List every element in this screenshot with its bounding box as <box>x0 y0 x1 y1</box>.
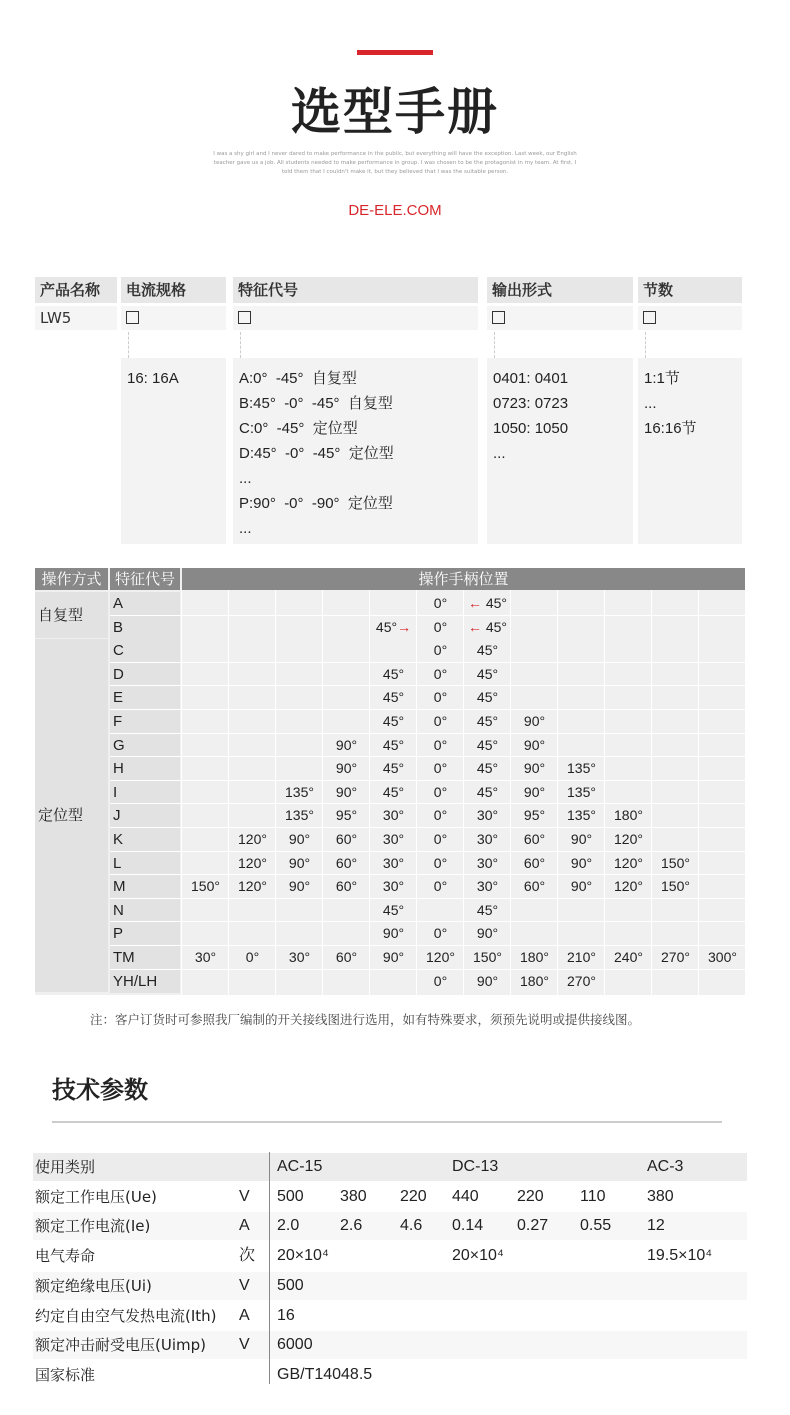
position-value: 135° <box>285 783 314 800</box>
selection-detail-line: 16:16节 <box>644 420 697 437</box>
grid-line <box>110 685 745 686</box>
position-value: 120° <box>238 831 267 847</box>
selection-detail-line: D:45° -0° -45° 定位型 <box>239 445 394 462</box>
position-value: 95° <box>523 807 546 824</box>
position-value: 90° <box>523 713 546 729</box>
selection-detail-line: A:0° -45° 自复型 <box>239 370 357 387</box>
position-value: 0° <box>433 878 448 895</box>
feature-code: E <box>110 686 180 709</box>
checkbox-placeholder <box>643 311 656 324</box>
connector-line <box>494 332 495 358</box>
position-value: 30° <box>382 878 405 895</box>
order-note: 注：客户订货时可参照我厂编制的开关接线图进行选用，如有特殊要求，须预先说明或提供接线图。 <box>90 1012 641 1027</box>
table-header-mode: 操作方式 <box>35 568 108 590</box>
tech-divider <box>52 1121 722 1123</box>
position-value: 90° <box>570 878 593 895</box>
position-value: 0° <box>433 618 448 635</box>
position-value: 30° <box>382 854 405 871</box>
tech-unit: A <box>239 1306 250 1324</box>
position-row <box>35 899 745 923</box>
position-value: 30° <box>382 807 405 824</box>
selection-detail-line: ... <box>239 520 252 537</box>
position-value: 30° <box>476 831 499 847</box>
grid-line <box>110 898 745 899</box>
feature-code: K <box>110 828 180 851</box>
feature-code: F <box>110 710 180 733</box>
grid-line <box>228 590 229 995</box>
position-value: 60° <box>523 878 546 895</box>
title-accent-bar <box>357 50 433 55</box>
grid-line <box>275 590 276 995</box>
position-value: 120° <box>614 831 643 847</box>
position-value: 90° <box>476 925 499 942</box>
position-row <box>35 710 745 734</box>
checkbox-placeholder <box>126 311 139 324</box>
tech-row <box>33 1272 747 1300</box>
position-value: 90° <box>523 760 546 777</box>
position-row <box>35 734 745 758</box>
position-value: 90° <box>288 878 311 895</box>
tech-value: 16 <box>277 1306 295 1324</box>
tech-label: 额定冲击耐受电压(Uimp) <box>35 1336 206 1355</box>
feature-code: M <box>110 875 180 898</box>
position-value: 270° <box>567 972 596 989</box>
feature-code: J <box>110 804 180 827</box>
selection-details <box>233 358 478 544</box>
position-value: 0° <box>433 807 448 824</box>
position-row <box>35 946 745 970</box>
position-value: 135° <box>567 807 596 824</box>
position-value: 120° <box>238 878 267 895</box>
selection-detail-line: 16: 16A <box>127 370 179 387</box>
tech-row <box>33 1153 747 1181</box>
grid-line <box>510 590 511 995</box>
tech-value: 500 <box>277 1276 304 1294</box>
grid-line <box>110 780 745 781</box>
position-value: 90° <box>288 831 311 847</box>
grid-line <box>110 709 745 710</box>
position-value: 270° <box>661 949 690 965</box>
tech-value: 2.0 <box>277 1217 300 1235</box>
tech-label: 约定自由空气发热电流(Ith) <box>35 1306 217 1325</box>
selection-value: LW5 <box>35 306 117 330</box>
position-value: 135° <box>285 807 314 824</box>
grid-line <box>110 827 745 828</box>
tech-value: 4.6 <box>400 1217 423 1235</box>
position-value: 90° <box>288 854 311 871</box>
position-row <box>35 828 745 852</box>
tech-row <box>33 1242 747 1270</box>
position-value: 0° <box>433 854 448 871</box>
tech-value: 0.55 <box>580 1217 612 1235</box>
position-value: 150° <box>473 949 502 965</box>
tech-value: AC-3 <box>647 1158 684 1175</box>
feature-code: D <box>110 663 180 686</box>
position-value: 60° <box>335 854 358 871</box>
position-value: 90° <box>335 736 358 753</box>
grid-line <box>110 803 745 804</box>
position-row <box>35 639 745 663</box>
position-value: 45° <box>382 713 405 729</box>
position-row <box>35 875 745 899</box>
position-value: 150° <box>191 878 220 895</box>
feature-code: P <box>110 922 180 945</box>
position-value: 210° <box>567 949 596 965</box>
selection-detail-line: C:0° -45° 定位型 <box>239 420 358 437</box>
tech-value: GB/T14048.5 <box>277 1365 373 1383</box>
grid-line <box>651 590 652 995</box>
selection-detail-line: ... <box>239 470 252 487</box>
position-value: 0° <box>433 783 448 800</box>
grid-line <box>604 590 605 995</box>
position-value: 45° <box>382 689 405 706</box>
tech-label: 使用类别 <box>35 1158 96 1176</box>
position-value: 0° <box>433 595 448 611</box>
selection-value <box>638 306 742 330</box>
position-value: 95° <box>335 807 358 824</box>
position-value: 0° <box>433 972 448 989</box>
selection-header: 产品名称 <box>35 277 117 303</box>
connector-line <box>128 332 129 358</box>
position-value: 60° <box>335 831 358 847</box>
position-value: 90° <box>570 831 593 847</box>
page-title: 选型手册 <box>291 83 499 141</box>
position-row <box>35 686 745 710</box>
tech-value: 380 <box>340 1187 367 1205</box>
position-value: 0° <box>433 760 448 777</box>
position-value: 135° <box>567 783 596 800</box>
grid-line <box>110 733 745 734</box>
handle-position-table <box>35 568 745 995</box>
selection-header: 节数 <box>638 277 742 303</box>
position-row <box>35 663 745 687</box>
position-value: 180° <box>614 807 643 824</box>
position-value: 45° <box>476 665 499 682</box>
position-row <box>35 804 745 828</box>
position-value: ← 45° <box>467 595 508 611</box>
checkbox-placeholder <box>492 311 505 324</box>
position-value: 60° <box>335 878 358 895</box>
tech-value: 6000 <box>277 1336 313 1354</box>
tech-value: 19.5×10⁴ <box>647 1247 713 1265</box>
position-value: 0° <box>433 736 448 753</box>
tech-column-divider <box>269 1152 270 1384</box>
tech-value: 440 <box>452 1187 479 1205</box>
feature-code: A <box>110 592 180 615</box>
tech-label: 电气寿命 <box>35 1247 96 1266</box>
group-self-reset: 自复型 <box>35 592 108 638</box>
tech-value: 0.14 <box>452 1217 484 1235</box>
tech-label: 额定工作电压(Ue) <box>35 1187 157 1206</box>
tech-row <box>33 1302 747 1330</box>
tech-value: 380 <box>647 1187 674 1205</box>
position-row <box>35 616 745 640</box>
position-value: 90° <box>570 854 593 871</box>
position-value: 0° <box>433 713 448 729</box>
selection-value <box>487 306 633 330</box>
grid-line <box>557 590 558 995</box>
selection-detail-line: ... <box>644 395 657 412</box>
grid-line <box>110 851 745 852</box>
position-value: 60° <box>523 854 546 871</box>
position-value: 30° <box>476 807 499 824</box>
position-value: 90° <box>523 736 546 753</box>
position-value: 0° <box>433 925 448 942</box>
selection-value <box>121 306 226 330</box>
tech-value: 0.27 <box>517 1217 549 1235</box>
selection-value <box>233 306 478 330</box>
position-value: 180° <box>520 949 549 965</box>
position-value: 45° <box>476 642 499 659</box>
position-value: 60° <box>335 949 358 965</box>
tech-unit: 次 <box>239 1247 256 1265</box>
position-value: 90° <box>523 783 546 800</box>
tech-unit: V <box>239 1276 250 1294</box>
selection-detail-line: P:90° -0° -90° 定位型 <box>239 495 393 512</box>
position-value: 45° <box>476 736 499 753</box>
position-value: 30° <box>476 878 499 895</box>
position-value: 90° <box>335 783 358 800</box>
position-value: 150° <box>661 854 690 871</box>
position-value: 30° <box>194 949 217 965</box>
tech-value: 20×10⁴ <box>452 1247 504 1265</box>
position-value: 45° <box>476 783 499 800</box>
selection-detail-line: 0401: 0401 <box>493 370 569 387</box>
checkbox-placeholder <box>238 311 251 324</box>
position-value: 45° <box>382 736 405 753</box>
feature-code: L <box>110 852 180 875</box>
tech-section-title: 技术参数 <box>52 1076 148 1104</box>
position-value: 45° <box>476 901 499 918</box>
tech-label: 额定绝缘电压(Ui) <box>35 1276 152 1295</box>
tech-unit: V <box>239 1336 250 1354</box>
tech-value: 500 <box>277 1187 304 1205</box>
position-row <box>35 852 745 876</box>
selection-detail-line: B:45° -0° -45° 自复型 <box>239 395 393 412</box>
selection-header: 输出形式 <box>487 277 633 303</box>
position-value: 90° <box>476 972 499 989</box>
position-row <box>35 970 745 994</box>
position-value: 90° <box>335 760 358 777</box>
selection-header: 电流规格 <box>121 277 226 303</box>
tech-value: 220 <box>400 1187 427 1205</box>
selection-detail-line: ... <box>493 445 506 462</box>
feature-code: I <box>110 781 180 804</box>
position-value: 120° <box>614 878 643 895</box>
position-value: 240° <box>614 949 643 965</box>
grid-line <box>416 590 417 995</box>
position-value: 60° <box>523 831 546 847</box>
position-value: 90° <box>382 925 405 942</box>
position-value: 90° <box>382 949 405 965</box>
position-value: 120° <box>238 854 267 871</box>
position-value: 45° <box>476 713 499 729</box>
table-header-position: 操作手柄位置 <box>182 568 745 590</box>
feature-code: G <box>110 734 180 757</box>
connector-line <box>645 332 646 358</box>
tech-label: 国家标准 <box>35 1365 96 1384</box>
selection-detail-line: 1050: 1050 <box>493 420 569 437</box>
tech-row <box>33 1212 747 1240</box>
feature-code: H <box>110 757 180 780</box>
feature-code: B <box>110 616 180 639</box>
tech-unit: V <box>239 1187 250 1205</box>
tech-row <box>33 1361 747 1389</box>
feature-code: N <box>110 899 180 922</box>
position-value: 150° <box>661 878 690 895</box>
selection-detail-line: 0723: 0723 <box>493 395 569 412</box>
position-value: 45° <box>476 760 499 777</box>
tech-value: 220 <box>517 1187 544 1205</box>
grid-line <box>110 874 745 875</box>
table-header-code: 特征代号 <box>110 568 180 590</box>
grid-line <box>463 590 464 995</box>
position-row <box>35 592 745 616</box>
position-row <box>35 922 745 946</box>
selection-detail-line: 1:1节 <box>644 370 680 387</box>
position-value: 45° <box>382 901 405 918</box>
grid-line <box>698 590 699 995</box>
site-name: DE-ELE.COM <box>348 202 442 219</box>
selection-details <box>638 358 742 544</box>
position-value: 0° <box>433 665 448 682</box>
decorative-blurb: I was a shy girl and I never dared to make performance in the public, but everything will have the exception. Last week, our English teacher gave us a job. All students needed to make performance in group. I was chosen to be the protagonist in my team. At first, I told them that I couldn't make it, but they believed that I was the suitable person. <box>213 151 577 175</box>
tech-label: 额定工作电流(Ie) <box>35 1217 151 1236</box>
grid-line <box>110 969 745 970</box>
tech-value: 2.6 <box>340 1217 363 1235</box>
position-value: 0° <box>433 689 448 706</box>
tech-value: 110 <box>580 1187 606 1205</box>
selection-details <box>121 358 226 544</box>
position-value: 45° <box>382 760 405 777</box>
position-value: 30° <box>382 831 405 847</box>
tech-value: AC-15 <box>277 1158 323 1175</box>
feature-code: C <box>110 639 180 662</box>
group-fixed-position: 定位型 <box>35 639 108 992</box>
position-value: 0° <box>433 831 448 847</box>
position-value: 45° <box>382 783 405 800</box>
position-value: 120° <box>426 949 455 965</box>
position-value: ← 45° <box>467 618 508 635</box>
position-value: 45° <box>382 665 405 682</box>
position-value: 45° <box>476 689 499 706</box>
tech-row <box>33 1183 747 1211</box>
position-value: 0° <box>433 642 448 659</box>
position-value: 0° <box>245 949 260 965</box>
position-value: 30° <box>476 854 499 871</box>
position-value: 120° <box>614 854 643 871</box>
grid-line <box>369 590 370 995</box>
grid-line <box>110 921 745 922</box>
selection-details <box>487 358 633 544</box>
feature-code: TM <box>110 946 180 969</box>
position-row <box>35 781 745 805</box>
tech-value: DC-13 <box>452 1158 499 1175</box>
position-value: 180° <box>520 972 549 989</box>
tech-value: 20×10⁴ <box>277 1247 329 1265</box>
tech-unit: A <box>239 1217 250 1235</box>
position-value: 45°→ <box>375 618 412 635</box>
position-row <box>35 757 745 781</box>
grid-line <box>110 756 745 757</box>
position-value: 135° <box>567 760 596 777</box>
grid-line <box>110 662 745 663</box>
position-value: 300° <box>708 949 737 965</box>
position-value: 30° <box>288 949 311 965</box>
tech-row <box>33 1331 747 1359</box>
selection-header: 特征代号 <box>233 277 478 303</box>
grid-line <box>110 945 745 946</box>
grid-line <box>181 590 182 995</box>
connector-line <box>240 332 241 358</box>
feature-code: YH/LH <box>110 970 180 993</box>
grid-line <box>322 590 323 995</box>
grid-line <box>110 615 745 616</box>
tech-value: 12 <box>647 1217 665 1235</box>
